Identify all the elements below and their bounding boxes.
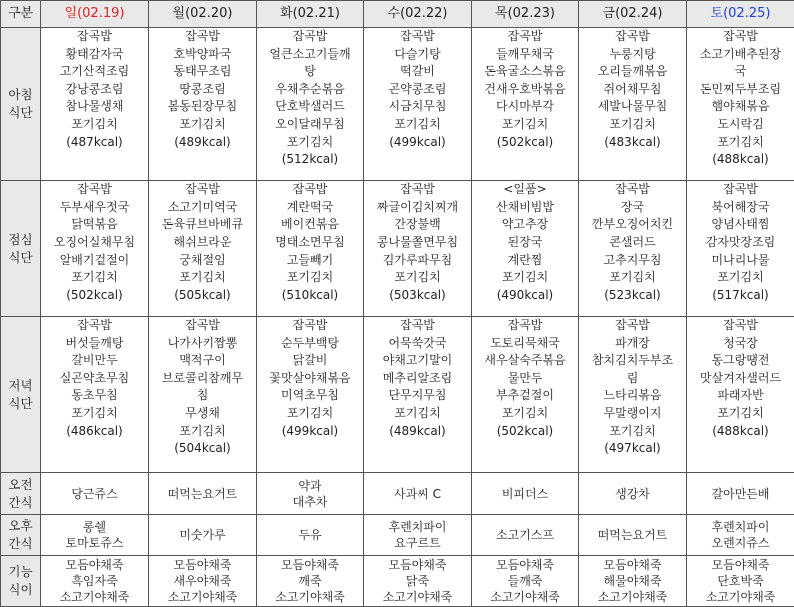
menu-cell [41, 316, 149, 472]
menu-item: 모듬야채죽 [281, 558, 339, 573]
menu-item: 잡곡밥 [400, 29, 435, 43]
day-header: 목(02.23) [472, 1, 579, 28]
menu-item: 미나리나물 [711, 252, 770, 267]
menu-item: (502kcal) [66, 287, 123, 302]
menu-item: 호박양파국 [173, 46, 232, 61]
menu-row [1, 473, 794, 514]
menu-item: 다슬기탕 [394, 46, 441, 61]
menu-item: 잡곡밥 [77, 182, 112, 197]
row-label-line: 점심 [8, 231, 33, 247]
menu-item: 잡곡밥 [77, 29, 112, 43]
menu-item: 국 [734, 64, 747, 79]
day-header: 수(02.22) [364, 1, 472, 28]
menu-item: (489kcal) [174, 134, 231, 149]
menu-item: 새우야채죽 [173, 574, 232, 589]
menu-item: 돈육큐브바베큐 [161, 217, 244, 232]
menu-item: (487kcal) [66, 134, 123, 149]
menu-item: 도시락김 [717, 116, 764, 131]
menu-item: 후렌치파이 [711, 519, 770, 534]
menu-item: 모듬야채죽 [603, 558, 662, 573]
menu-item: 우채추순볶음 [275, 81, 345, 96]
menu-item: 잡곡밥 [723, 182, 758, 197]
menu-item: 모듬야채죽 [173, 558, 232, 573]
menu-item: 포기김치 [717, 134, 764, 149]
menu-cell [687, 28, 794, 181]
menu-item: 포기김치 [394, 116, 441, 131]
menu-item: 순두부백탕 [281, 335, 339, 350]
menu-item: 닭갈비 [292, 353, 328, 368]
row-label [1, 28, 41, 181]
menu-row [1, 28, 794, 181]
menu-item: 당근쥬스 [71, 486, 118, 501]
menu-item: 잡곡밥 [615, 182, 650, 197]
menu-cell [364, 514, 472, 555]
menu-item: 오징어실채무침 [53, 235, 136, 250]
menu-item: 콘샐러드 [609, 235, 656, 250]
menu-item: 잡곡밥 [292, 317, 328, 332]
menu-item: 버섯들깨탕 [65, 335, 124, 350]
row-label [1, 473, 41, 514]
day-header: 토(02.25) [687, 1, 794, 28]
row-label-line: 식단 [8, 249, 33, 265]
menu-item: 동초무침 [71, 388, 118, 403]
menu-item: 갈비만두 [71, 353, 118, 368]
menu-item: 소고기야채죽 [275, 590, 345, 605]
menu-item: 새우살숙주볶음 [484, 353, 566, 368]
menu-item: 탕 [304, 64, 316, 79]
menu-cell [472, 556, 579, 607]
menu-item: 소고기야채죽 [382, 590, 453, 605]
menu-cell [257, 514, 364, 555]
menu-item: 돈육굴소스볶음 [484, 64, 566, 79]
menu-item: 요구르트 [394, 535, 441, 550]
menu-item: 모듬야채죽 [496, 558, 554, 573]
menu-item: 장국 [620, 199, 645, 214]
menu-cell [257, 181, 364, 317]
menu-item: 잡곡밥 [77, 317, 112, 332]
menu-item: 침 [196, 388, 209, 403]
menu-item: 포기김치 [609, 116, 656, 131]
menu-item: 짜글이김치찌개 [376, 199, 459, 214]
menu-item: 오리들깨볶음 [597, 64, 668, 79]
menu-item: 얼큰소고기들깨 [269, 46, 351, 61]
menu-item: 생강차 [615, 486, 650, 501]
menu-item: 느타리볶음 [603, 388, 662, 403]
menu-item: 잡곡밥 [723, 29, 758, 43]
menu-item: 림 [626, 370, 639, 385]
menu-item: (512kcal) [281, 152, 339, 167]
menu-item: (497kcal) [604, 441, 661, 456]
menu-item: 잡곡밥 [185, 29, 220, 43]
row-label [1, 556, 41, 607]
menu-item: 대추차 [292, 494, 328, 509]
menu-cell [579, 28, 687, 181]
menu-item: 도토리묵채국 [490, 335, 560, 350]
menu-item: 실곤약초무침 [59, 370, 130, 385]
menu-cell [149, 181, 257, 317]
row-label-line: 간식 [8, 535, 33, 551]
menu-item: 부추겉절이 [496, 388, 554, 403]
menu-item: 봄동된장무침 [167, 99, 238, 114]
menu-row [1, 514, 794, 555]
row-label-line: 식단 [8, 395, 33, 411]
menu-item: 소고기야채죽 [167, 590, 238, 605]
menu-item: (504kcal) [174, 441, 231, 456]
menu-item: 포기김치 [394, 270, 441, 285]
menu-item: 소고기야채죽 [597, 590, 668, 605]
menu-item: 후렌치파이 [388, 519, 447, 534]
menu-item: 잡곡밥 [185, 317, 220, 332]
menu-item: 해쉬브라운 [173, 235, 232, 250]
menu-item: 강낭콩조림 [65, 81, 124, 96]
menu-item: 황태감자국 [65, 46, 124, 61]
menu-cell [149, 514, 257, 555]
menu-item: (490kcal) [496, 287, 554, 302]
menu-item: (502kcal) [496, 423, 554, 438]
menu-item: 포기김치 [609, 423, 656, 438]
menu-item: 포기김치 [501, 405, 549, 420]
menu-cell [579, 316, 687, 472]
menu-cell [149, 28, 257, 181]
menu-item: 간장불백 [394, 217, 441, 232]
menu-cell [687, 181, 794, 317]
menu-item: 닭죽 [405, 574, 430, 589]
menu-item: 브로콜리참깨무 [161, 370, 244, 385]
menu-item: 고기산적조림 [59, 64, 130, 79]
menu-item: 어묵쑥갓국 [388, 335, 447, 350]
menu-cell [41, 514, 149, 555]
menu-item: 시금치무침 [388, 99, 447, 114]
menu-item: 갈아만든배 [711, 486, 770, 501]
menu-cell [687, 556, 794, 607]
menu-cell [257, 556, 364, 607]
menu-item: 소고기미역국 [167, 199, 238, 214]
menu-item: 동그랑땡전 [711, 353, 770, 368]
menu-item: (503kcal) [389, 287, 446, 302]
menu-item: 사과씨 C [394, 486, 441, 501]
menu-item: 두유 [298, 527, 322, 542]
day-header: 화(02.21) [257, 1, 364, 28]
row-label-line: 오후 [8, 517, 33, 533]
row-label [1, 514, 41, 555]
menu-body [1, 28, 794, 607]
row-label-line: 간식 [8, 494, 33, 510]
menu-item: 포기김치 [717, 405, 764, 420]
menu-cell [364, 181, 472, 317]
menu-item: 감자맛장조림 [705, 235, 776, 250]
menu-item: (489kcal) [389, 423, 446, 438]
menu-item: 북어해장국 [711, 199, 770, 214]
menu-item: 계란떡국 [286, 199, 334, 214]
menu-cell [41, 181, 149, 317]
menu-cell [41, 473, 149, 514]
row-label [1, 181, 41, 317]
menu-item: 포기김치 [286, 134, 334, 149]
menu-item: (517kcal) [712, 287, 769, 302]
menu-item: 잡곡밥 [292, 29, 328, 43]
menu-item: 약과 [298, 478, 322, 493]
menu-item: 명태소면무침 [275, 235, 345, 250]
menu-item: 햄야채볶음 [711, 99, 770, 114]
menu-item: 잡곡밥 [400, 317, 435, 332]
menu-item: 맛살겨자샐러드 [699, 370, 782, 385]
menu-item: 고들빼기 [286, 252, 334, 267]
row-label-line: 식이 [8, 582, 33, 598]
menu-item: 소고기야채죽 [59, 590, 130, 605]
menu-item: (499kcal) [281, 423, 339, 438]
menu-cell [257, 316, 364, 472]
menu-item: 모듬야채죽 [65, 558, 124, 573]
menu-item: 오렌지쥬스 [711, 535, 770, 550]
menu-row [1, 316, 794, 472]
day-header: 월(02.20) [149, 1, 257, 28]
menu-item: 들깨무채국 [496, 46, 554, 61]
menu-item: 해물야채죽 [603, 574, 662, 589]
menu-item: 잡곡밥 [615, 317, 650, 332]
menu-item: 오이달래무침 [275, 116, 345, 131]
menu-cell [41, 556, 149, 607]
menu-item: (502kcal) [496, 134, 554, 149]
menu-item: 참나물생채 [65, 99, 124, 114]
menu-item: 미숫가루 [179, 527, 226, 542]
menu-item: 단호박샐러드 [275, 99, 345, 114]
menu-item: 콩나물쫄면무침 [376, 235, 459, 250]
menu-cell [257, 473, 364, 514]
menu-item: (486kcal) [66, 423, 123, 438]
menu-item: 포기김치 [179, 423, 226, 438]
day-header: 금(02.24) [579, 1, 687, 28]
menu-item: 꽃맛살야채볶음 [269, 370, 351, 385]
menu-item: 포기김치 [179, 116, 226, 131]
menu-item: 알배기겉절이 [59, 252, 130, 267]
menu-item: 미역초무침 [281, 388, 339, 403]
menu-item: 깨죽 [298, 574, 322, 589]
menu-item: 소고기야채죽 [490, 590, 560, 605]
menu-cell [472, 28, 579, 181]
menu-item: 포기김치 [71, 270, 118, 285]
menu-item: 토마토쥬스 [65, 535, 124, 550]
menu-item: 포기김치 [717, 270, 764, 285]
menu-item: 메추리알조림 [382, 370, 453, 385]
menu-item: 누룽지탕 [609, 46, 656, 61]
menu-item: 두부새우젓국 [59, 199, 130, 214]
menu-item: 된장국 [507, 235, 543, 250]
menu-item: 포기김치 [71, 116, 118, 131]
menu-item: <일품> [503, 182, 547, 197]
row-label-line: 저녁 [8, 377, 33, 393]
menu-item: 땅콩조림 [179, 81, 226, 96]
row-label-line: 아침 [8, 87, 33, 103]
menu-item: 잡곡밥 [507, 317, 543, 332]
menu-item: 잡곡밥 [723, 317, 758, 332]
menu-cell [579, 514, 687, 555]
menu-item: 포기김치 [286, 270, 334, 285]
menu-item: 깐부오징어치킨 [591, 217, 674, 232]
menu-item: (523kcal) [604, 287, 661, 302]
menu-item: 떠먹는요거트 [597, 527, 668, 542]
menu-item: (488kcal) [712, 152, 769, 167]
menu-item: (483kcal) [604, 134, 661, 149]
menu-item: 포기김치 [501, 116, 549, 131]
menu-item: 잡곡밥 [615, 29, 650, 43]
menu-cell [472, 316, 579, 472]
menu-cell [364, 28, 472, 181]
menu-item: 잡곡밥 [507, 29, 543, 43]
menu-item: 계란찜 [507, 252, 543, 267]
menu-cell [472, 473, 579, 514]
menu-cell [257, 28, 364, 181]
menu-cell [364, 473, 472, 514]
menu-item: 약고추장 [501, 217, 549, 232]
menu-item: 무생채 [185, 405, 220, 420]
menu-item: 소고기야채죽 [705, 590, 776, 605]
menu-item: 맥적구이 [179, 353, 226, 368]
row-label-line: 오전 [8, 476, 33, 492]
row-label-line: 식단 [8, 105, 33, 121]
menu-cell [364, 316, 472, 472]
row-label-line: 기능 [8, 564, 33, 580]
menu-cell [687, 514, 794, 555]
menu-item: 고추지무침 [603, 252, 662, 267]
menu-item: 야채고기말이 [382, 353, 453, 368]
corner-label: 구분 [1, 1, 41, 28]
menu-cell [149, 473, 257, 514]
menu-item: 다시마부각 [496, 99, 554, 114]
menu-item: 롱쉘 [82, 519, 107, 534]
menu-item: (505kcal) [174, 287, 231, 302]
menu-item: (510kcal) [281, 287, 339, 302]
menu-item: 단무지무침 [388, 388, 447, 403]
menu-item: 포기김치 [179, 270, 226, 285]
menu-item: 포기김치 [609, 270, 656, 285]
menu-item: (488kcal) [712, 423, 769, 438]
menu-item: 잡곡밥 [400, 182, 435, 197]
menu-cell [472, 514, 579, 555]
menu-item: 물만두 [507, 370, 543, 385]
menu-item: 포기김치 [501, 270, 549, 285]
menu-cell [364, 556, 472, 607]
menu-item: 양념사태찜 [711, 217, 770, 232]
day-header: 일(02.19) [41, 1, 149, 28]
menu-item: 잡곡밥 [185, 182, 220, 197]
menu-item: 소고기배추된장 [699, 46, 782, 61]
menu-item: 김가루파무침 [382, 252, 453, 267]
menu-row [1, 556, 794, 607]
menu-item: 모듬야채죽 [388, 558, 447, 573]
menu-cell [41, 28, 149, 181]
menu-item: 떡갈비 [400, 64, 435, 79]
menu-item: 닭떡볶음 [71, 217, 118, 232]
row-label [1, 316, 41, 472]
menu-item: 소고기스프 [496, 527, 554, 542]
menu-cell [149, 316, 257, 472]
menu-item: 모듬야채죽 [711, 558, 770, 573]
menu-item: 포기김치 [394, 405, 441, 420]
menu-item: 돈민찌두부조림 [699, 81, 782, 96]
header-row [1, 1, 794, 28]
menu-item: 파개장 [615, 335, 650, 350]
menu-item: 무말랭이지 [603, 405, 662, 420]
menu-row [1, 181, 794, 317]
menu-item: 단호박죽 [717, 574, 764, 589]
menu-cell [579, 556, 687, 607]
menu-cell [687, 473, 794, 514]
menu-item: 쥐어채무침 [603, 81, 662, 96]
menu-item: 산채비빔밥 [496, 199, 554, 214]
menu-item: 베이컨볶음 [281, 217, 339, 232]
menu-cell [472, 181, 579, 317]
menu-item: 궁채절임 [179, 252, 226, 267]
menu-item: 청국장 [723, 335, 758, 350]
menu-item: 들깨죽 [507, 574, 543, 589]
menu-cell [687, 316, 794, 472]
menu-item: 파래자반 [717, 388, 764, 403]
menu-item: 세발나물무침 [597, 99, 668, 114]
menu-item: 건새우호박볶음 [484, 81, 566, 96]
menu-item: 포기김치 [71, 405, 118, 420]
menu-item: 동태무조림 [173, 64, 232, 79]
menu-cell [579, 473, 687, 514]
menu-item: (499kcal) [389, 134, 446, 149]
menu-item: 비피더스 [501, 486, 549, 501]
menu-item: 나가사키짬뽕 [167, 335, 238, 350]
menu-item: 곤약콩조림 [388, 81, 447, 96]
menu-cell [579, 181, 687, 317]
menu-item: 떠먹는요거트 [167, 486, 238, 501]
menu-cell [149, 556, 257, 607]
menu-item: 참치김치두부조 [591, 353, 674, 368]
menu-item: 흑임자죽 [71, 574, 118, 589]
menu-item: 포기김치 [286, 405, 334, 420]
menu-item: 잡곡밥 [292, 182, 328, 197]
